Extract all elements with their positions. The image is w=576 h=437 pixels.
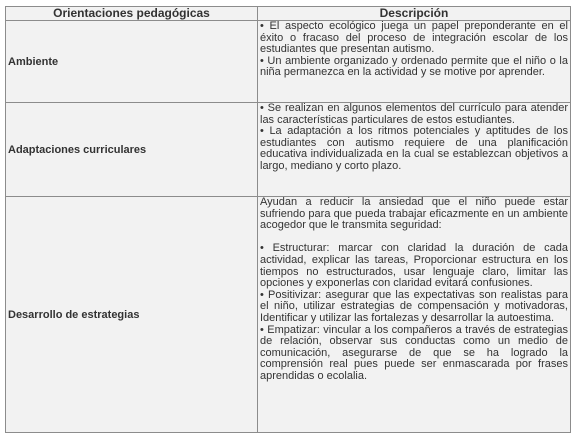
- table-row: [6, 197, 571, 433]
- pedagogical-orientations-table: [5, 6, 571, 433]
- table-row: [6, 21, 571, 103]
- header-descripcion: Descripción: [258, 7, 571, 21]
- description-paragraph: • Estructurar: marcar con claridad la duración de cada actividad, explicar las tareas, Proporcionar estructura en los tiempos no estructurados, usar lenguaje claro, limitar las opciones y exponerlas con claridad evitará confusiones.: [260, 242, 568, 290]
- row-description-adaptaciones: [258, 103, 571, 197]
- header-orientaciones: Orientaciones pedagógicas: [6, 7, 258, 21]
- row-description-ambiente: [258, 21, 571, 103]
- row-label-adaptaciones: Adaptaciones curriculares: [6, 103, 258, 197]
- row-description-desarrollo: [258, 197, 571, 433]
- table-row: [6, 103, 571, 197]
- table-header-row: [6, 7, 571, 21]
- description-paragraph: • Un ambiente organizado y ordenado permite que el niño o la niña permanezca en la actividad y se motive por aprender.: [260, 54, 568, 79]
- row-label-desarrollo: Desarrollo de estrategias: [6, 197, 258, 433]
- description-paragraph: • La adaptación a los ritmos potenciales y aptitudes de los estudiantes con autismo requiere de una planificación educativa individualizada en la cual se establezcan objetivos a largo, mediano y corto plazo.: [260, 125, 568, 172]
- description-paragraph: • Se realizan en algunos elementos del currículo para atender las características particulares de estos estudiantes.: [260, 102, 568, 126]
- description-paragraph: • Empatizar: vincular a los compañeros a través de estrategias de relación, observar sus conductas como un medio de comunicación, asegurarse de que se ha logrado la comprensión real pues puede ser enmascarada por frases aprendidas o ecolalia.: [260, 323, 568, 382]
- description-paragraph: Ayudan a reducir la ansiedad que el niño puede estar sufriendo para que pueda trabajar eficazmente en un ambiente acogedor que le transmita seguridad:: [260, 196, 568, 232]
- description-paragraph: • El aspecto ecológico juega un papel preponderante en el éxito o fracaso del proceso de integración escolar de los estudiantes que presentan autismo.: [260, 20, 568, 56]
- row-label-ambiente: Ambiente: [6, 21, 258, 103]
- description-paragraph: • Positivizar: asegurar que las expectativas son realistas para el niño, utilizar estrategias de compensación y motivadoras, Identificar y utilizar las fortalezas y desarrollar la autoestima.: [260, 288, 568, 324]
